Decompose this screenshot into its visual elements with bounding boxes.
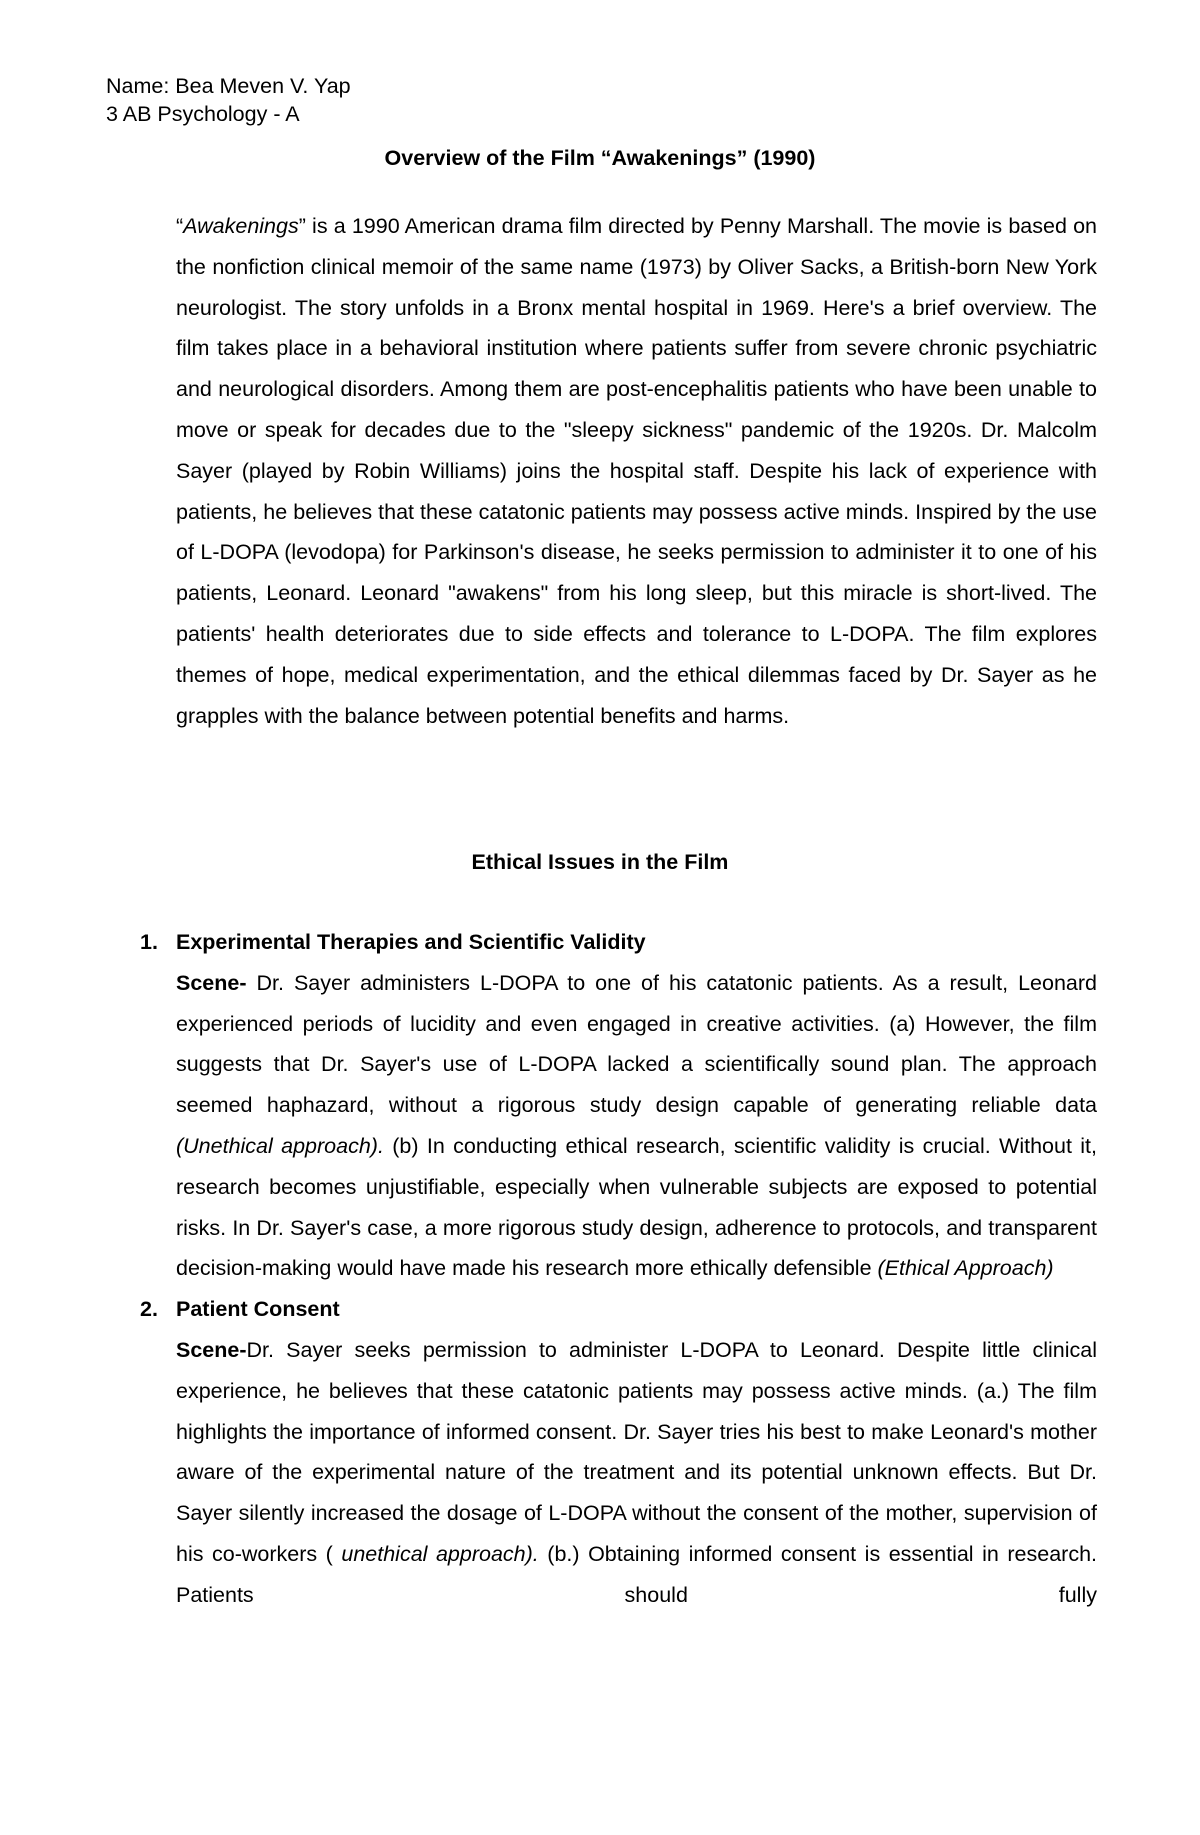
issue-number: 2.	[140, 1297, 158, 1322]
overview-text: ” is a 1990 American drama film directed by Penny Marshall. The movie is based on the nonfiction clinical memoir of the same name (1973) by Oliver Sacks, a British-born New York neurologist. The story unfolds in a Bronx mental hospital in 1969. Here's a brief overview. The film takes place in a behavioral institution where patients suffer from severe chronic psychiatric and neurological disorders. Among them are post-encephalitis patients who have been unable to move or speak for decades due to the "sleepy sickness" pandemic of the 1920s. Dr. Malcolm Sayer (played by Robin Williams) joins the hospital staff. Despite his lack of experience with patients, he believes that these catatonic patients may possess active minds. Inspired by the use of L-DOPA (levodopa) for Parkinson's disease, he seeks permission to administer it to one of his patients, Leonard. Leonard "awakens" from his long sleep, but this miracle is short-lived. The patients' health deteriorates due to side effects and tolerance to L-DOPA. The film explores themes of hope, medical experimentation, and the ethical dilemmas faced by Dr. Sayer as he grapples with the balance between potential benefits and harms.	[176, 214, 1097, 728]
issue-italic-b: (Ethical Approach)	[877, 1256, 1054, 1281]
issue-body	[176, 963, 1097, 1289]
student-info	[106, 72, 351, 128]
issue-item-2	[0, 1289, 1200, 1615]
issue-heading: Experimental Therapies and Scientific Validity	[176, 930, 646, 954]
overview-film-title: Awakenings	[183, 214, 299, 238]
issue-heading: Patient Consent	[176, 1297, 340, 1322]
student-name: Name: Bea Meven V. Yap	[106, 74, 351, 98]
scene-label: Scene-	[176, 1337, 247, 1362]
issue-number: 1.	[140, 930, 158, 954]
overview-paragraph	[176, 206, 1097, 736]
student-course: 3 AB Psychology - A	[106, 102, 300, 126]
scene-label: Scene-	[176, 970, 247, 995]
ethical-issues-list	[0, 922, 1200, 1616]
issue-italic-a: (Unethical approach).	[176, 1133, 384, 1158]
page-title: Overview of the Film “Awakenings” (1990)	[384, 146, 816, 170]
issue-text-b: (b.) Obtaining informed consent is essential in research. Patients should fully	[176, 1541, 1097, 1607]
issue-text-b: (b) In conducting ethical research, scientific validity is crucial. Without it, research becomes unjustifiable, especially when vulnerable subjects are exposed to potential risks. In Dr. Sayer's case, a more rigorous study design, adherence to protocols, and transparent decision-making would have made his research more ethically defensible	[176, 1133, 1097, 1281]
overview-quote-open: “	[176, 214, 184, 238]
issue-italic-a: unethical approach).	[341, 1541, 539, 1566]
section-title: Ethical Issues in the Film	[471, 850, 729, 874]
issue-item-1	[0, 922, 1200, 1289]
issue-text-a: Dr. Sayer seeks permission to administer L-DOPA to Leonard. Despite little clinical experience, he believes that these catatonic patients may possess active minds. (a.) The film highlights the importance of informed consent. Dr. Sayer tries his best to make Leonard's mother aware of the experimental nature of the treatment and its potential unknown effects. But Dr. Sayer silently increased the dosage of L-DOPA without the consent of the mother, supervision of his co-workers (	[176, 1337, 1097, 1566]
issue-text-a: Dr. Sayer administers L-DOPA to one of his catatonic patients. As a result, Leonard experienced periods of lucidity and even engaged in creative activities. (a) However, the film suggests that Dr. Sayer's use of L-DOPA lacked a scientifically sound plan. The approach seemed haphazard, without a rigorous study design capable of generating reliable data	[176, 970, 1097, 1118]
issue-body	[176, 1330, 1097, 1616]
